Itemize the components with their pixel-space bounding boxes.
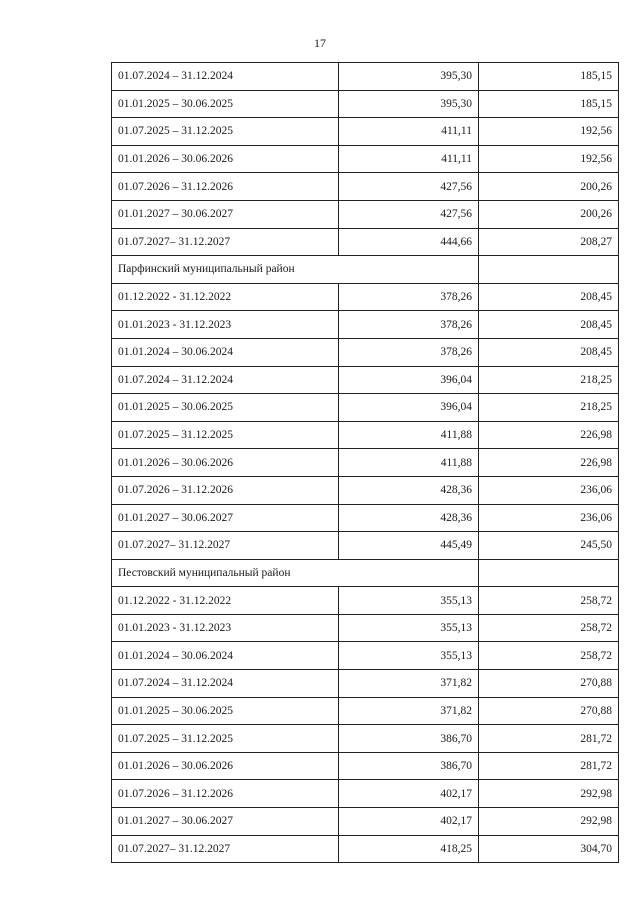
tariff-table-body [112,63,619,863]
value-cell-2: 236,06 [479,476,619,504]
period-cell: 01.01.2023 - 31.12.2023 [112,311,339,339]
table-row [112,338,619,366]
period-cell: 01.01.2026 – 30.06.2026 [112,449,339,477]
value-cell-1: 445,49 [339,532,479,560]
value-cell-2: 208,27 [479,228,619,256]
table-row [112,228,619,256]
value-cell-1: 402,17 [339,808,479,836]
value-cell-1: 355,13 [339,642,479,670]
table-row [112,421,619,449]
value-cell-2: 270,88 [479,670,619,698]
table-row [112,670,619,698]
section-label: Парфинский муниципальный район [112,256,479,284]
table-row [112,118,619,146]
value-cell-1: 428,36 [339,476,479,504]
value-cell-1: 395,30 [339,63,479,91]
page-number: 17 [314,36,326,50]
period-cell: 01.01.2027 – 30.06.2027 [112,808,339,836]
value-cell-1: 418,25 [339,835,479,863]
table-row [112,394,619,422]
section-label: Пестовский муниципальный район [112,559,479,587]
period-cell: 01.01.2025 – 30.06.2025 [112,697,339,725]
value-cell-2: 226,98 [479,449,619,477]
table-row [112,835,619,863]
value-cell-1: 427,56 [339,200,479,228]
value-cell-1: 355,13 [339,587,479,615]
value-cell-2: 281,72 [479,725,619,753]
period-cell: 01.07.2027– 31.12.2027 [112,835,339,863]
value-cell-2: 208,45 [479,311,619,339]
value-cell-1: 411,88 [339,449,479,477]
value-cell-1: 444,66 [339,228,479,256]
period-cell: 01.07.2026 – 31.12.2026 [112,476,339,504]
period-cell: 01.01.2025 – 30.06.2025 [112,90,339,118]
table-row [112,614,619,642]
period-cell: 01.07.2026 – 31.12.2026 [112,780,339,808]
table-row [112,366,619,394]
value-cell-2: 258,72 [479,642,619,670]
value-cell-2: 192,56 [479,118,619,146]
table-row [112,476,619,504]
table-row [112,311,619,339]
table-row [112,504,619,532]
period-cell: 01.07.2024 – 31.12.2024 [112,63,339,91]
value-cell-1: 428,36 [339,504,479,532]
table-row [112,642,619,670]
table-row [112,697,619,725]
value-cell-2: 270,88 [479,697,619,725]
value-cell-1: 427,56 [339,173,479,201]
value-cell-1: 395,30 [339,90,479,118]
value-cell-2: 245,50 [479,532,619,560]
value-cell-1: 411,11 [339,145,479,173]
period-cell: 01.07.2025 – 31.12.2025 [112,118,339,146]
table-row [112,449,619,477]
value-cell-1: 402,17 [339,780,479,808]
value-cell-2: 200,26 [479,173,619,201]
value-cell-2: 292,98 [479,780,619,808]
empty-cell [479,256,619,284]
table-row [112,90,619,118]
period-cell: 01.07.2027– 31.12.2027 [112,228,339,256]
period-cell: 01.01.2027 – 30.06.2027 [112,504,339,532]
value-cell-2: 258,72 [479,587,619,615]
value-cell-1: 396,04 [339,394,479,422]
period-cell: 01.07.2025 – 31.12.2025 [112,421,339,449]
period-cell: 01.01.2024 – 30.06.2024 [112,642,339,670]
period-cell: 01.12.2022 - 31.12.2022 [112,283,339,311]
period-cell: 01.07.2024 – 31.12.2024 [112,670,339,698]
table-row [112,145,619,173]
value-cell-2: 304,70 [479,835,619,863]
value-cell-1: 378,26 [339,338,479,366]
value-cell-2: 185,15 [479,63,619,91]
value-cell-1: 386,70 [339,725,479,753]
value-cell-2: 226,98 [479,421,619,449]
table-row [112,808,619,836]
period-cell: 01.01.2023 - 31.12.2023 [112,614,339,642]
value-cell-1: 371,82 [339,697,479,725]
value-cell-1: 386,70 [339,752,479,780]
value-cell-2: 185,15 [479,90,619,118]
table-row [112,63,619,91]
period-cell: 01.07.2025 – 31.12.2025 [112,725,339,753]
period-cell: 01.07.2024 – 31.12.2024 [112,366,339,394]
table-row [112,752,619,780]
table-row [112,587,619,615]
period-cell: 01.07.2027– 31.12.2027 [112,532,339,560]
value-cell-1: 378,26 [339,311,479,339]
value-cell-1: 378,26 [339,283,479,311]
period-cell: 01.01.2024 – 30.06.2024 [112,338,339,366]
period-cell: 01.01.2026 – 30.06.2026 [112,145,339,173]
value-cell-1: 355,13 [339,614,479,642]
section-row [112,256,619,284]
value-cell-1: 396,04 [339,366,479,394]
table-row [112,725,619,753]
value-cell-2: 281,72 [479,752,619,780]
tariff-table [111,62,619,863]
table-row [112,200,619,228]
value-cell-2: 236,06 [479,504,619,532]
value-cell-2: 218,25 [479,394,619,422]
value-cell-2: 200,26 [479,200,619,228]
empty-cell [479,559,619,587]
section-row [112,559,619,587]
table-row [112,173,619,201]
period-cell: 01.07.2026 – 31.12.2026 [112,173,339,201]
value-cell-1: 411,11 [339,118,479,146]
value-cell-1: 371,82 [339,670,479,698]
value-cell-2: 258,72 [479,614,619,642]
table-row [112,780,619,808]
period-cell: 01.01.2026 – 30.06.2026 [112,752,339,780]
period-cell: 01.12.2022 - 31.12.2022 [112,587,339,615]
value-cell-1: 411,88 [339,421,479,449]
value-cell-2: 218,25 [479,366,619,394]
value-cell-2: 208,45 [479,338,619,366]
value-cell-2: 192,56 [479,145,619,173]
table-row [112,532,619,560]
value-cell-2: 208,45 [479,283,619,311]
table-row [112,283,619,311]
value-cell-2: 292,98 [479,808,619,836]
period-cell: 01.01.2027 – 30.06.2027 [112,200,339,228]
period-cell: 01.01.2025 – 30.06.2025 [112,394,339,422]
